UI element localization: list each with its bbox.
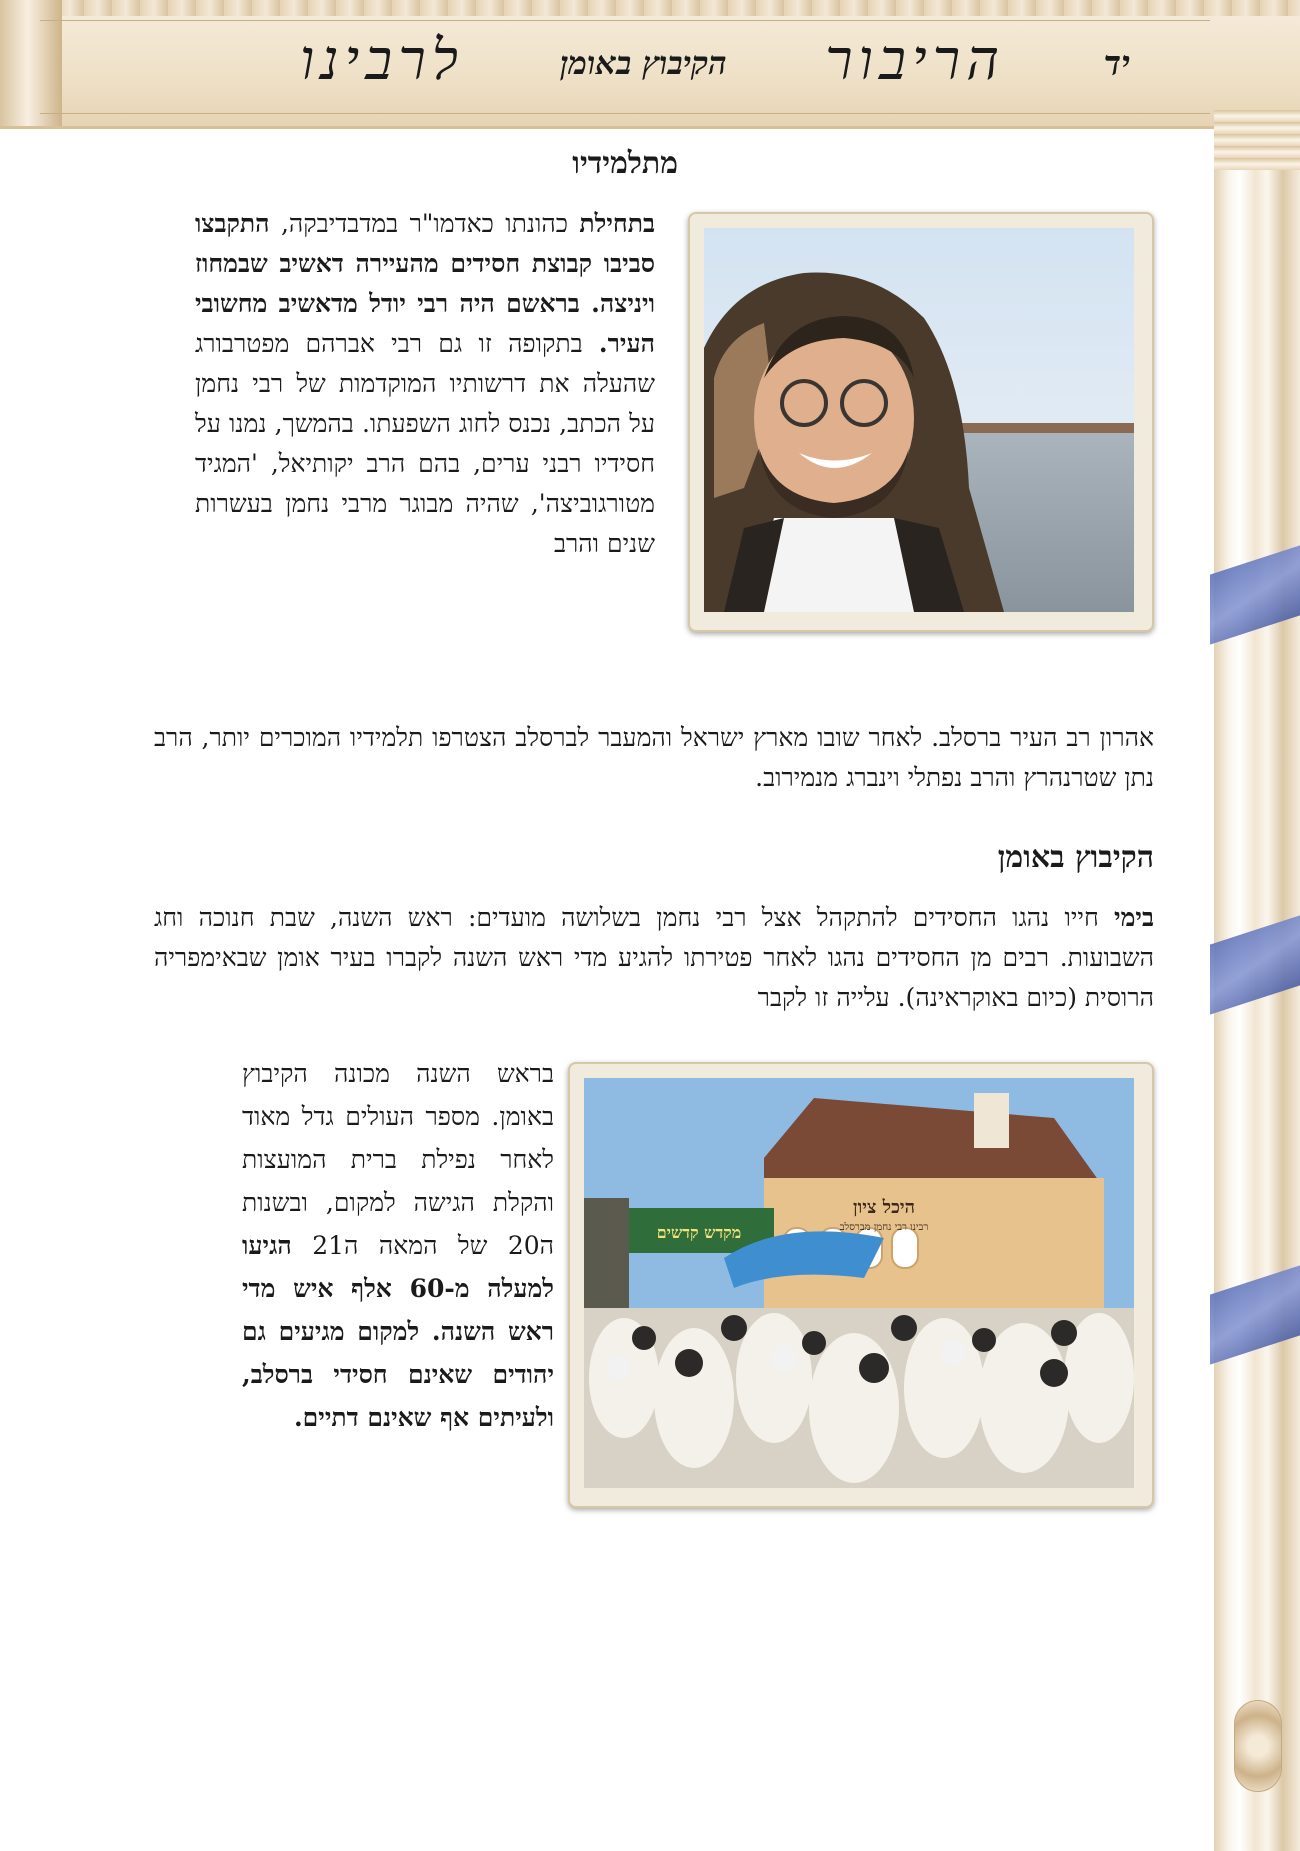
paragraph-uman-wide <box>154 898 1154 1018</box>
paragraph-text: חייו נהגו החסידים להתקהל אצל רבי נחמן בשלושה מועדים: ראש השנה, שבת חנוכה וחג השבועות. רבים מן החסידים נהגו לאחר פטירתו להגיע מדי ראש השנה לקברו בעיר אומן שבאימפריה הרוסית (כיום באוקראינה). עלייה זו לקבר <box>154 903 1154 1012</box>
portrait-photo <box>688 212 1154 632</box>
uman-crowd-photo <box>568 1062 1154 1508</box>
paragraph-uman-narrow <box>242 1052 554 1439</box>
header-molding <box>0 0 1300 16</box>
lead-word: בימי <box>1114 903 1154 932</box>
page-header <box>0 0 1300 129</box>
paragraph-text: כהונתו כאדמו"ר במדבדיבקה, <box>269 209 580 238</box>
paragraph-bold-text: התקבצו סביבו קבוצת חסידים מהעיירה דאשיב שבמחוז ויניצה. בראשם היה רבי יודל מדאשיב מחשובי העיר. <box>195 209 655 358</box>
paragraph-bold-text: הגיעו למעלה מ-60 אלף איש מדי ראש השנה. למקום מגיעים גם יהודים שאינם חסידי ברסלב, ולעיתים אף שאינם דתיים. <box>242 1231 555 1432</box>
paragraph-students-narrow <box>195 204 655 564</box>
uman-crowd-illustration <box>584 1078 1134 1488</box>
header-subtitle: הקיבוץ באומן <box>560 44 727 82</box>
portrait-image <box>704 228 1138 616</box>
section-heading-students: מתלמידיו <box>572 146 678 181</box>
header-brand: לרבינו <box>300 28 464 93</box>
column-ornament <box>1234 1700 1282 1792</box>
sign-title: היכל ציון <box>853 1197 915 1218</box>
header-title: הריבור <box>825 28 1005 93</box>
lead-word: בתחילת <box>579 209 655 238</box>
paragraph-text: בראש השנה מכונה הקיבוץ באומן. מספר העולים גדל מאוד לאחר נפילת ברית המועצות והקלת הגישה למקום, ובשנות ה20 של המאה ה21 <box>242 1059 555 1260</box>
paragraph-students-wide: אהרון רב העיר ברסלב. לאחר שובו מארץ ישראל והמעבר לברסלב הצטרפו תלמידיו המוכרים יותר, הרב נתן שטרנהרץ והרב נפתלי וינברג מנמירוב. <box>154 723 1154 792</box>
page-number: יד <box>1103 44 1130 84</box>
sign-subtitle: רבינו רבי נחמן מברסלב <box>839 1222 929 1233</box>
uman-crowd-image <box>584 1078 1138 1492</box>
portrait-illustration <box>704 228 1134 612</box>
section-heading-uman: הקיבוץ באומן <box>997 840 1154 875</box>
paragraph-text: בתקופה זו גם רבי אברהם מפטרבורג שהעלה את דרשותיו המוקדמות של רבי נחמן על הכתב, נכנס לחוג השפעתו. בהמשך, נמנו על חסידיו רבני ערים, בהם הרב יקותיאל, 'המגיד מטורגוביצה', שהיה מבוגר מרבי נחמן בעשרות שנים והרב <box>195 329 655 558</box>
banner-text: מקדש קדשים <box>656 1223 742 1242</box>
column-capital <box>1214 110 1300 170</box>
